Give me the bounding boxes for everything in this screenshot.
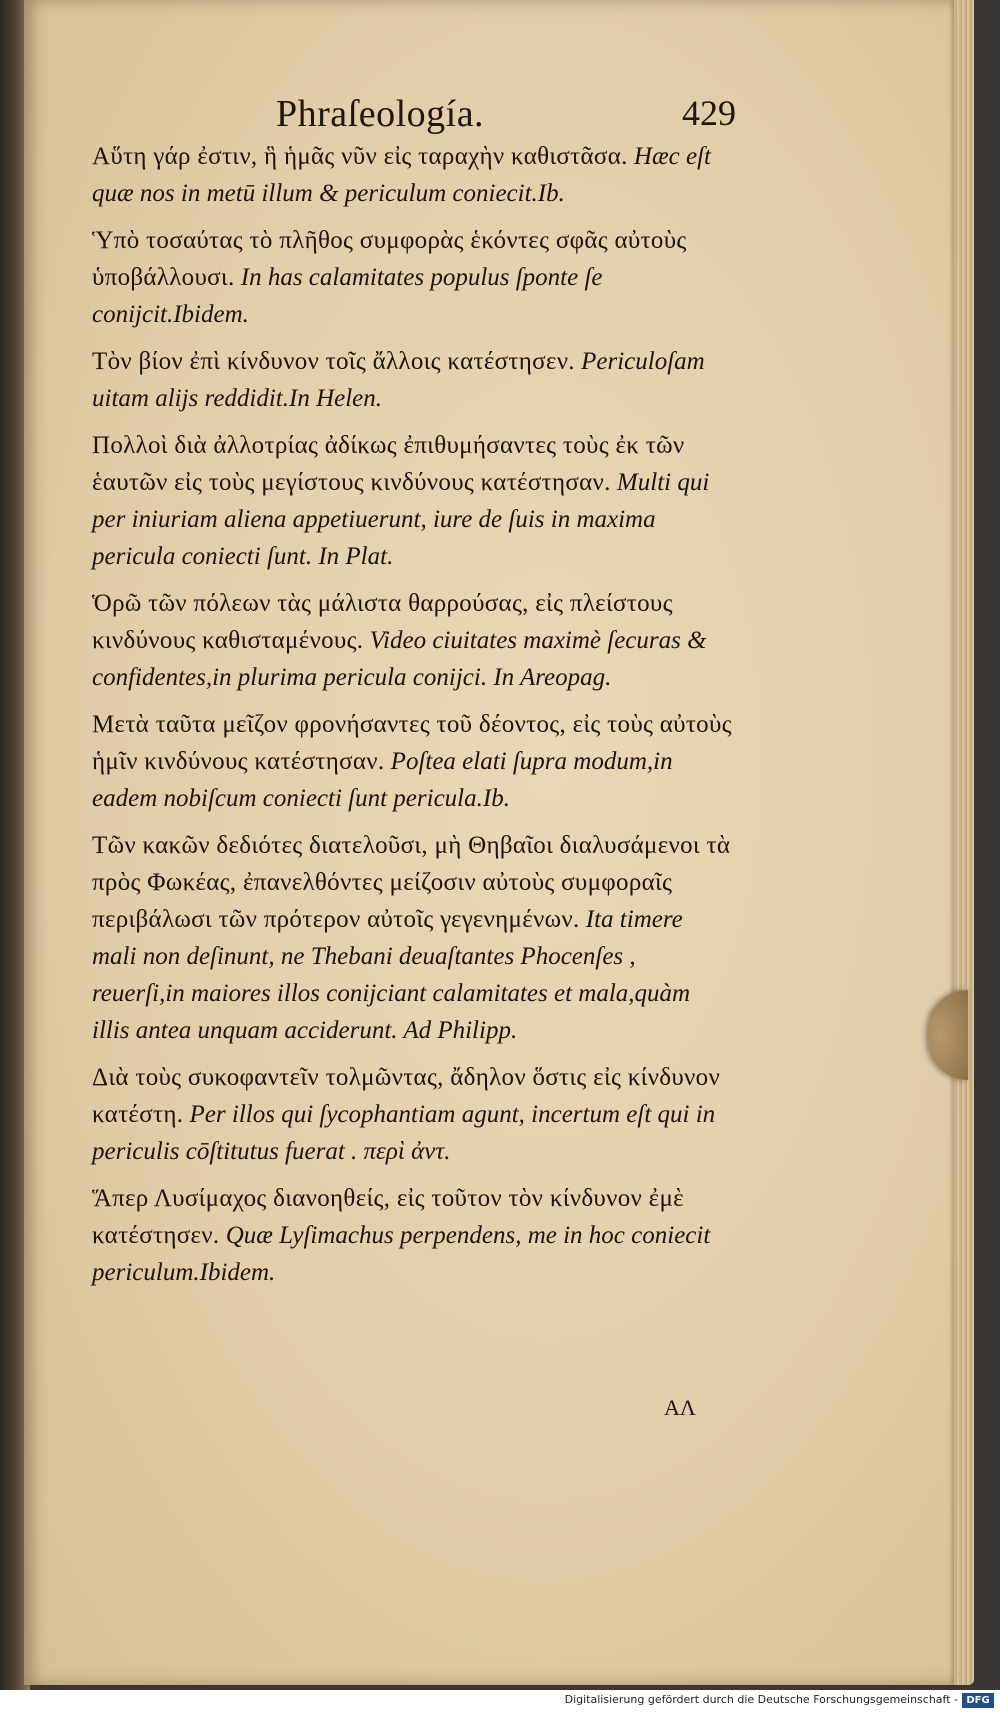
latin-translation: Poſtea elati ſupra modum,in eadem nobiſcum coniecti ſunt pericula.Ib. bbox=[92, 748, 673, 812]
page-body bbox=[92, 138, 732, 1301]
book-page bbox=[24, 0, 974, 1685]
catchword: ΑΛ bbox=[664, 1395, 696, 1420]
phrase-entry bbox=[92, 427, 732, 575]
latin-translation: Multi qui per iniuriam aliena appetiuerunt, iure de ſuis in maxima pericula coniecti ſunt. In Plat. bbox=[92, 469, 710, 570]
greek-phrase: Αὕτη γάρ ἐστιν, ἣ ἡμᾶς νῦν εἰς ταραχὴν καθιστᾶσα. bbox=[92, 143, 628, 170]
phrase-entry bbox=[92, 138, 732, 212]
phrase-entry bbox=[92, 827, 732, 1049]
page-edges bbox=[954, 0, 974, 1685]
phrase-entry bbox=[92, 1180, 732, 1291]
phrase-entry bbox=[92, 343, 732, 417]
latin-translation: Periculoſam uitam alijs reddidit.In Helen. bbox=[92, 348, 705, 412]
dfg-logo-icon: DFG bbox=[962, 1693, 994, 1708]
page-number: 429 bbox=[682, 93, 736, 133]
margin-fragments bbox=[28, 130, 50, 410]
latin-translation: Quæ Lyſimachus perpendens, me in hoc coniecit periculum.Ibidem. bbox=[92, 1222, 711, 1286]
greek-phrase: Διὰ τοὺς συκοφαντεῖν τολμῶντας, ἄδηλον ὅστις εἰς κίνδυνον κατέστη. bbox=[92, 1064, 721, 1128]
latin-translation: In has calamitates populus ſponte ſe conijcit.Ibidem. bbox=[92, 264, 603, 328]
phrase-entry bbox=[92, 585, 732, 696]
greek-phrase: Μετὰ ταῦτα μεῖζον φρονήσαντες τοῦ δέοντος, εἰς τοὺς αὐτοὺς ἡμῖν κινδύνους κατέστησαν. bbox=[92, 711, 732, 775]
clasp bbox=[928, 990, 968, 1080]
greek-phrase: Ὑπὸ τοσαύτας τὸ πλῆθος συμφορὰς ἑκόντες σφᾶς αὐτοὺς ὑποβάλλουσι. bbox=[92, 227, 687, 291]
greek-phrase: Πολλοὶ διὰ ἀλλοτρίας ἀδίκως ἐπιθυμήσαντες τοὺς ἐκ τῶν ἑαυτῶν εἰς τοὺς μεγίστους κινδύνους κατέστησαν. bbox=[92, 432, 685, 496]
funding-credit: Digitalisierung gefördert durch die Deutsche Forschungsgemeinschaft - bbox=[564, 1693, 958, 1706]
digitization-footer bbox=[0, 1690, 1000, 1712]
latin-translation: Per illos qui ſycophantiam agunt, incertum eſt qui in periculis cōſtitutus fuerat . περὶ ἀντ. bbox=[92, 1101, 716, 1165]
latin-translation: Hæc eſt quæ nos in metū illum & periculum coniecit.Ib. bbox=[92, 143, 711, 207]
phrase-entry bbox=[92, 706, 732, 817]
phrase-entry bbox=[92, 1059, 732, 1170]
greek-phrase: Τῶν κακῶν δεδιότες διατελοῦσι, μὴ Θηβαῖοι διαλυσάμενοι τὰ πρὸς Φωκέας, ἐπανελθόντες μείζοσιν αὐτοὺς συμφοραῖς περιβάλωσι τῶν πρότερον αὐτοῖς γεγενημένων. bbox=[92, 832, 731, 933]
phrase-entry bbox=[92, 222, 732, 333]
greek-phrase: Ἅπερ Λυσίμαχος διανοηθείς, εἰς τοῦτον τὸν κίνδυνον ἐμὲ κατέστησεν. bbox=[92, 1185, 684, 1249]
page-header bbox=[276, 92, 736, 142]
greek-phrase: Τὸν βίον ἐπὶ κίνδυνον τοῖς ἄλλοις κατέστησεν. bbox=[92, 348, 575, 375]
latin-translation: Video ciuitates maximè ſecuras & confidentes,in plurima pericula conijci. In Areopag. bbox=[92, 627, 707, 691]
greek-phrase: Ὁρῶ τῶν πόλεων τὰς μάλιστα θαρρούσας, εἰς πλείστους κινδύνους καθισταμένους. bbox=[92, 590, 673, 654]
latin-translation: Ita timere mali non deſinunt, ne Thebani deuaſtantes Phocenſes , reuerſi,in maiores illos conijciant calamitates et mala,quàm illis antea unquam acciderunt. Ad Philipp. bbox=[92, 906, 691, 1044]
running-head: Phraſeología. bbox=[276, 93, 485, 135]
